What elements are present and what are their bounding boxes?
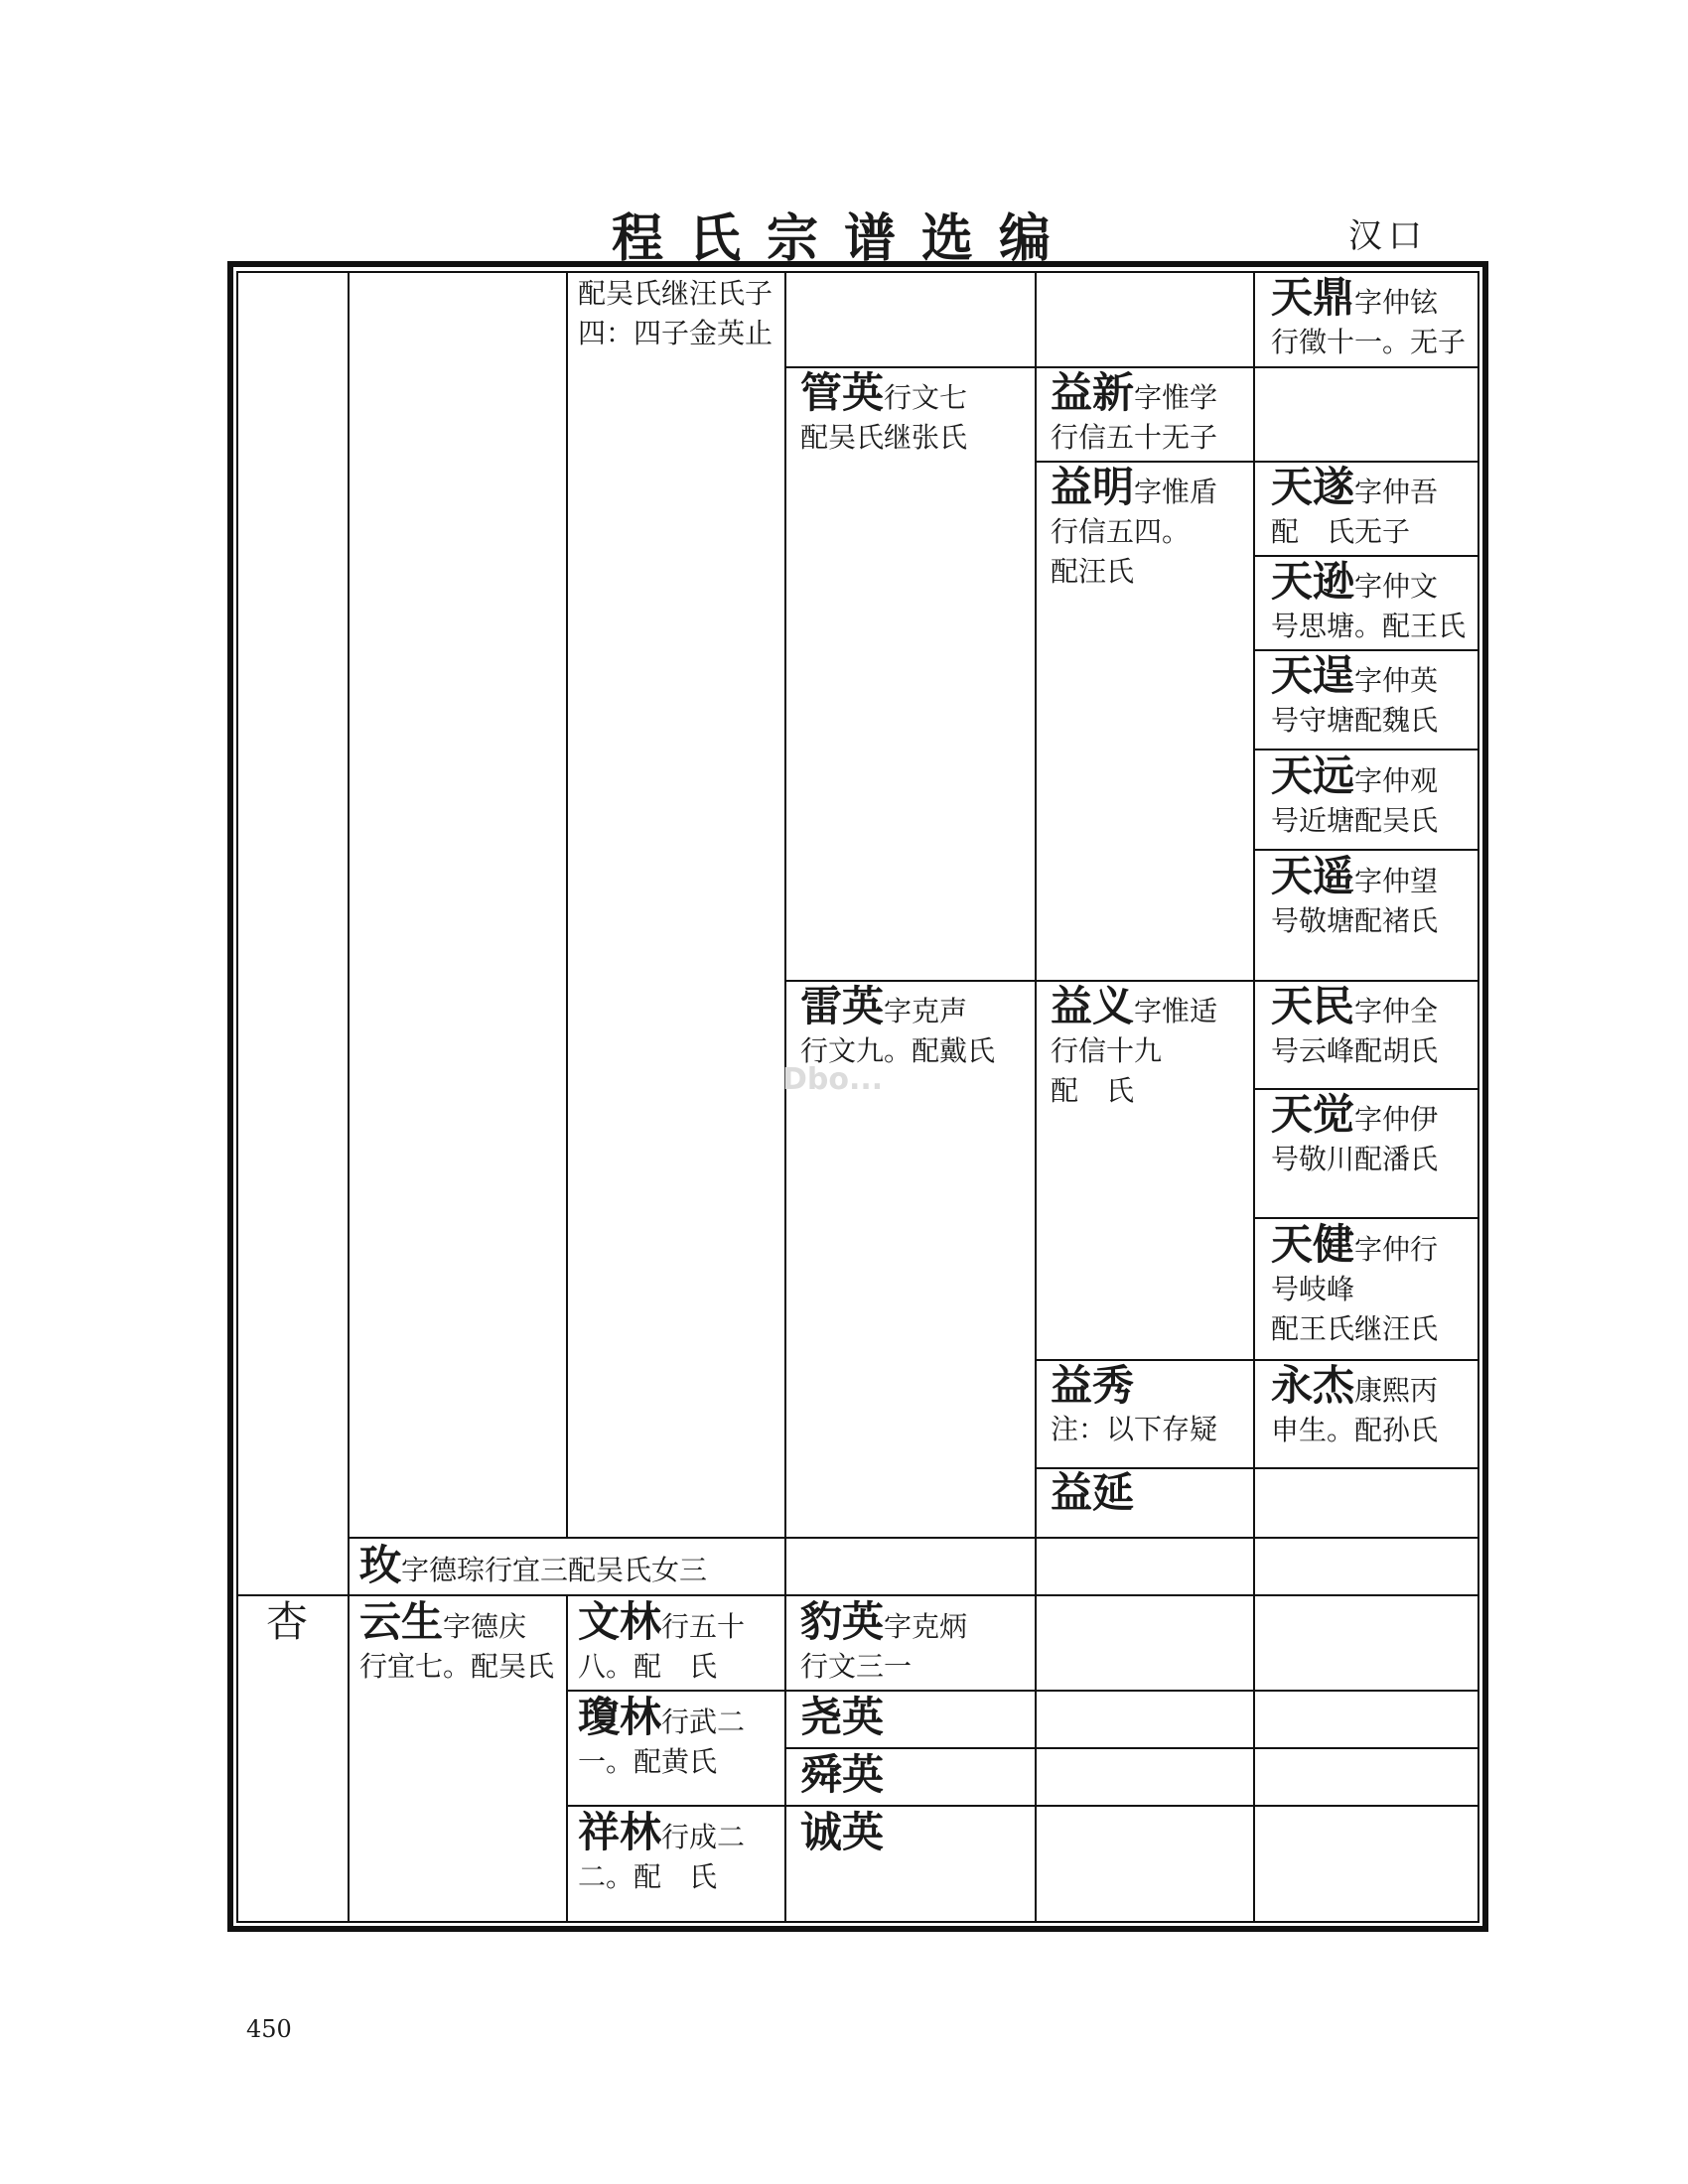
note: 字惟适 bbox=[1134, 995, 1218, 1027]
note: 注：以下存疑 bbox=[1051, 1413, 1218, 1445]
name: 杏 bbox=[266, 1597, 309, 1646]
name: 益明 bbox=[1051, 463, 1135, 511]
note: 行徵十一。无子 bbox=[1271, 326, 1467, 358]
entry-xing bbox=[266, 1598, 336, 1647]
note: 字仲行 bbox=[1354, 1233, 1439, 1266]
note: 号敬川配潘氏 bbox=[1271, 1143, 1439, 1175]
note: 字克炳 bbox=[884, 1610, 968, 1643]
note: 行五十 bbox=[661, 1610, 746, 1643]
name: 天遂 bbox=[1271, 463, 1355, 511]
name: 瓊林 bbox=[578, 1693, 662, 1741]
row-line-tianyao bbox=[1253, 849, 1479, 851]
name: 管英 bbox=[800, 368, 885, 417]
entry-yiyan bbox=[1051, 1469, 1249, 1518]
row-line-tianjian bbox=[1253, 1217, 1479, 1219]
entry-tianmin bbox=[1271, 983, 1475, 1071]
entry-tiansui bbox=[1271, 464, 1475, 552]
entry-mei bbox=[359, 1542, 786, 1590]
note: 行文三一 bbox=[800, 1650, 913, 1683]
entry-leiying bbox=[800, 983, 1029, 1071]
note: 行信五十无子 bbox=[1051, 421, 1218, 454]
entry-tianjian bbox=[1271, 1221, 1475, 1349]
entry-yaoying bbox=[800, 1694, 1029, 1742]
entry-tianxun bbox=[1271, 558, 1475, 646]
note: 字仲伊 bbox=[1354, 1103, 1439, 1136]
name: 豹英 bbox=[800, 1597, 885, 1646]
entry-yiyi bbox=[1051, 983, 1249, 1111]
name: 天逊 bbox=[1271, 557, 1355, 606]
name: 天逞 bbox=[1271, 651, 1355, 700]
name: 天远 bbox=[1271, 751, 1355, 800]
entry-note-c3: 配吴氏继汪氏子四：四子金英止 bbox=[578, 277, 774, 349]
note: 号近塘配吴氏 bbox=[1271, 804, 1439, 837]
row-line-qionglin bbox=[566, 1690, 1479, 1692]
entry-xianglin bbox=[578, 1809, 786, 1897]
note: 字惟学 bbox=[1134, 381, 1218, 414]
note: 二。配 氏 bbox=[578, 1860, 718, 1893]
entry-yunsheng bbox=[359, 1598, 568, 1687]
entry-guanying bbox=[800, 369, 1029, 458]
entry-baoying bbox=[800, 1598, 1029, 1687]
name: 益延 bbox=[1051, 1468, 1135, 1517]
note: 字仲英 bbox=[1354, 664, 1439, 697]
row-line-mei bbox=[348, 1537, 1479, 1539]
note: 号云峰配胡氏 bbox=[1271, 1034, 1439, 1067]
name: 天鼎 bbox=[1271, 273, 1355, 322]
entry-shunying bbox=[800, 1751, 1029, 1800]
note: 康熙丙 bbox=[1354, 1374, 1439, 1407]
row-line-shunying bbox=[784, 1747, 1479, 1749]
note: 字仲铉 bbox=[1354, 286, 1439, 319]
note: 行武二 bbox=[661, 1706, 746, 1738]
note: 行宜七。配吴氏 bbox=[359, 1650, 555, 1683]
note: 配 氏无子 bbox=[1271, 515, 1411, 548]
name: 云生 bbox=[359, 1597, 444, 1646]
entry-tianyuan bbox=[1271, 752, 1475, 841]
note: 配汪氏 bbox=[1051, 555, 1135, 588]
entry-qionglin bbox=[578, 1694, 786, 1782]
note: 字惟盾 bbox=[1134, 476, 1218, 508]
note: 配吴氏继张氏 bbox=[800, 421, 968, 454]
entry-yiming bbox=[1051, 464, 1249, 592]
note: 行文九。配戴氏 bbox=[800, 1034, 996, 1067]
note: 号守塘配魏氏 bbox=[1271, 704, 1439, 737]
note: 字仲观 bbox=[1354, 764, 1439, 797]
col-line-2a bbox=[566, 273, 568, 1537]
name: 诚英 bbox=[800, 1808, 885, 1856]
note: 号岐峰 bbox=[1271, 1273, 1355, 1305]
note: 行成二 bbox=[661, 1821, 746, 1853]
note: 行信十九 bbox=[1051, 1034, 1163, 1067]
row-line-xianglin bbox=[566, 1805, 1479, 1807]
name: 文林 bbox=[578, 1597, 662, 1646]
col-line-4 bbox=[1035, 273, 1037, 1921]
note: 字德庆 bbox=[443, 1610, 527, 1643]
entry-tianyao bbox=[1271, 853, 1475, 941]
page-number: 450 bbox=[246, 2015, 292, 2043]
name: 益秀 bbox=[1051, 1361, 1135, 1410]
name: 祥林 bbox=[578, 1808, 662, 1856]
name: 玫 bbox=[359, 1541, 402, 1589]
note: 字德琮行宜三配吴氏女三 bbox=[401, 1554, 708, 1586]
entry-tianjue bbox=[1271, 1091, 1475, 1179]
col-line-1 bbox=[348, 273, 350, 1921]
note: 号敬塘配褚氏 bbox=[1271, 904, 1439, 937]
name: 尧英 bbox=[800, 1693, 885, 1741]
name: 天民 bbox=[1271, 982, 1355, 1030]
name: 舜英 bbox=[800, 1750, 885, 1799]
entry-yixin bbox=[1051, 369, 1249, 458]
note: 配 氏 bbox=[1051, 1074, 1135, 1107]
entry-tianding bbox=[1271, 274, 1475, 362]
watermark: Dbo... bbox=[782, 1062, 884, 1097]
note: 一。配黄氏 bbox=[578, 1745, 718, 1778]
note: 字仲吾 bbox=[1354, 476, 1439, 508]
note: 字仲文 bbox=[1354, 570, 1439, 603]
place-label: 汉口 bbox=[1348, 216, 1428, 256]
name: 益义 bbox=[1051, 982, 1135, 1030]
name: 天健 bbox=[1271, 1220, 1355, 1269]
note: 字克声 bbox=[884, 995, 968, 1027]
name: 天遥 bbox=[1271, 852, 1355, 900]
note: 申生。配孙氏 bbox=[1271, 1414, 1439, 1446]
name: 永杰 bbox=[1271, 1361, 1355, 1410]
name: 益新 bbox=[1051, 368, 1135, 417]
entry-yongjie bbox=[1271, 1362, 1475, 1450]
name: 天觉 bbox=[1271, 1090, 1355, 1139]
entry-tiancheng bbox=[1271, 652, 1475, 741]
note: 行信五四。 bbox=[1051, 515, 1191, 548]
note: 八。配 氏 bbox=[578, 1650, 718, 1683]
name: 雷英 bbox=[800, 982, 885, 1030]
row-line-xing bbox=[238, 1594, 1479, 1596]
page-title: 程氏宗谱选编 bbox=[611, 209, 1076, 269]
entry-chengying bbox=[800, 1809, 1029, 1857]
note: 字仲望 bbox=[1354, 865, 1439, 897]
note: 号思塘。配王氏 bbox=[1271, 610, 1467, 642]
row-line-tianyuan bbox=[1253, 749, 1479, 751]
entry-wenlin bbox=[578, 1598, 786, 1687]
col-line-5 bbox=[1253, 273, 1255, 1921]
note: 字仲全 bbox=[1354, 995, 1439, 1027]
note: 行文七 bbox=[884, 381, 968, 414]
entry-yixiu bbox=[1051, 1362, 1249, 1449]
note: 配王氏继汪氏 bbox=[1271, 1312, 1439, 1345]
